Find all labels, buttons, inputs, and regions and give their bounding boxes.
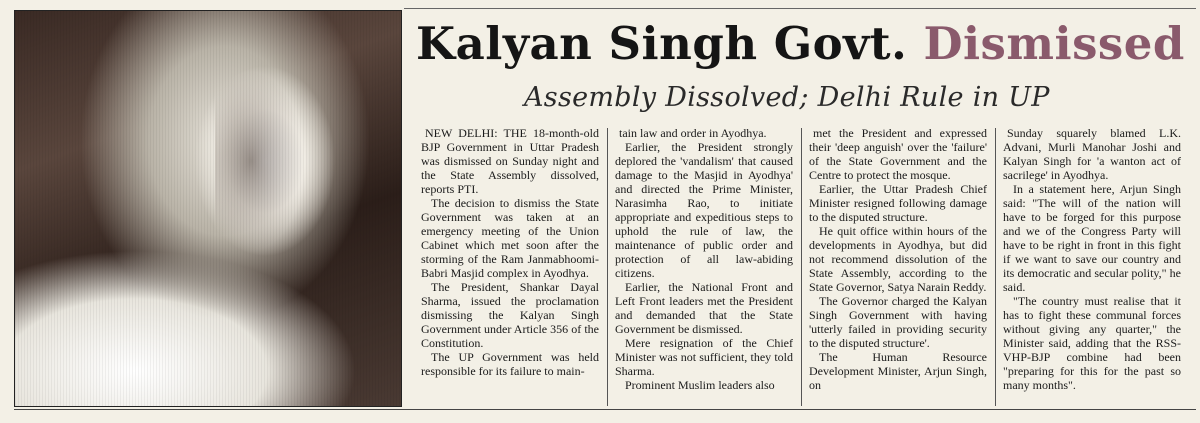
paragraph: Earlier, the Uttar Pradesh Chief Minister resigned following damage to the disputed structure. — [809, 182, 987, 224]
article-body — [421, 126, 1196, 406]
subheadline: Assembly Dissolved; Delhi Rule in UP — [524, 82, 1050, 113]
paragraph: The Governor charged the Kalyan Singh Government with having 'utterly failed in providing security to the disputed structure'. — [809, 294, 987, 350]
paragraph: The UP Government was held responsible for its failure to main- — [421, 350, 599, 378]
paragraph: In a statement here, Arjun Singh said: "The will of the nation will have to be forged for this purpose and we of the Congress Party will have to be right in front in this fight if we want to save our country and its democratic and secular polity," he said. — [1003, 182, 1181, 294]
paragraph: The President, Shankar Dayal Sharma, issued the proclamation dismissing the Kalyan Singh Government under Article 356 of the Constitution. — [421, 280, 599, 350]
paragraph: "The country must realise that it has to fight these communal forces without giving any quarter," the Minister said, adding that the RSS-VHP-BJP combine had been "preparing for this for the past so many months". — [1003, 294, 1181, 392]
paragraph: He quit office within hours of the developments in Ayodhya, but did not recommend dissolution of the State Assembly, according to the State Governor, Satya Narain Reddy. — [809, 224, 987, 294]
headline — [416, 12, 1191, 76]
paragraph: met the President and expressed their 'deep anguish' over the 'failure' of the State Government and the Centre to protect the mosque. — [809, 126, 987, 182]
paragraph: Prominent Muslim leaders also — [625, 378, 775, 392]
top-rule — [404, 8, 1196, 9]
column-rule — [995, 128, 996, 406]
paragraph: Earlier, the President strongly deplored the 'vandalism' that caused damage to the Masjid in Ayodhya' and directed the Prime Minister, Narasimha Rao, to initiate appropriate and expeditious steps to uphold the rule of law, the maintenance of public order and protection of all law-abiding citizens. — [615, 140, 793, 280]
paragraph: Mere resignation of the Chief Minister was not sufficient, they told Sharma. — [615, 336, 793, 378]
paragraph: NEW DELHI: THE 18-month-old BJP Government in Uttar Pradesh was dismissed on Sunday night and the State Assembly dissolved, reports PTI. — [421, 126, 599, 196]
headline-main: Kalyan Singh Govt. — [416, 17, 908, 70]
paragraph: The Human Resource Development Minister, Arjun Singh, on — [809, 350, 987, 392]
article-column-2 — [615, 126, 793, 392]
column-rule — [801, 128, 802, 406]
portrait-photo — [14, 10, 402, 407]
article-column-4 — [1003, 126, 1181, 392]
headline-last-word: Dismissed — [923, 17, 1185, 70]
paragraph: Earlier, the National Front and Left Front leaders met the President and demanded that the State Government be dismissed. — [615, 280, 793, 336]
paragraph: tain law and order in Ayodhya. — [619, 126, 767, 140]
paragraph: The decision to dismiss the State Government was taken at an emergency meeting of the Union Cabinet which met soon after the storming of the Ram Janmabhoomi-Babri Masjid complex in Ayodhya. — [421, 196, 599, 280]
article-column-3 — [809, 126, 987, 392]
column-rule — [607, 128, 608, 406]
bottom-rule — [14, 409, 1196, 410]
paragraph: Sunday squarely blamed L.K. Advani, Murli Manohar Joshi and Kalyan Singh for 'a wanton act of sacrilege' in Ayodhya. — [1003, 126, 1181, 182]
article-column-1 — [421, 126, 599, 378]
